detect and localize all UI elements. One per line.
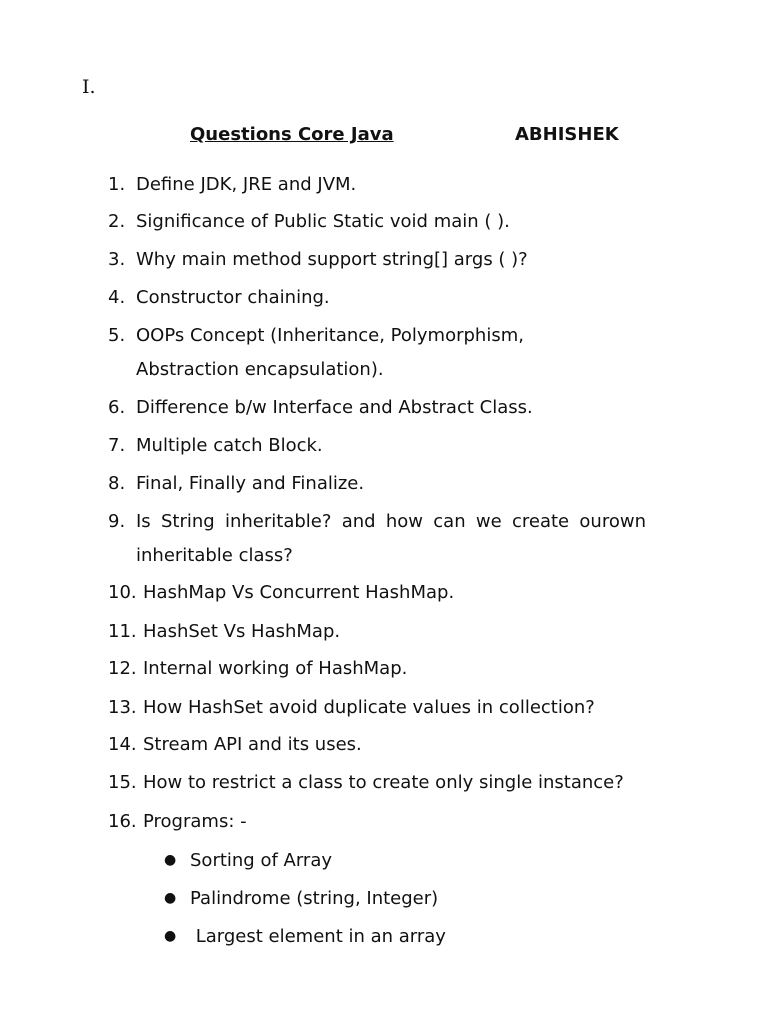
question-item	[108, 397, 533, 419]
question-word: and	[341, 511, 376, 532]
question-word: String	[160, 511, 215, 532]
document-title: Questions Core Java	[190, 124, 394, 145]
question-continuation: inheritable class?	[136, 545, 293, 566]
question-item	[108, 249, 528, 271]
question-text: HashMap Vs Concurrent HashMap.	[143, 582, 455, 603]
document-author: ABHISHEK	[515, 124, 619, 145]
question-number: 14.	[108, 734, 137, 755]
question-continuation: Abstraction encapsulation).	[136, 359, 384, 380]
question-word: we	[475, 511, 502, 532]
question-text: Internal working of HashMap.	[143, 658, 408, 679]
question-text: Why main method support string[] args ( )?	[136, 249, 528, 270]
question-text: Stream API and its uses.	[143, 734, 362, 755]
question-text: Difference b/w Interface and Abstract Class.	[136, 397, 533, 418]
question-number: 15.	[108, 772, 137, 793]
question-word: create	[511, 511, 570, 532]
program-list-item	[164, 925, 446, 948]
question-text: Multiple catch Block.	[136, 435, 323, 456]
question-number: 5.	[108, 325, 126, 346]
question-item	[108, 174, 356, 196]
question-item	[108, 582, 454, 604]
question-word: ourown	[579, 511, 646, 532]
question-number: 12.	[108, 658, 137, 679]
question-text: Define JDK, JRE and JVM.	[136, 174, 357, 195]
program-text: Palindrome (string, Integer)	[190, 888, 439, 909]
question-word: how	[385, 511, 423, 532]
question-text	[136, 511, 646, 533]
question-number: 3.	[108, 249, 126, 270]
bullet-icon: ●	[164, 928, 177, 944]
question-number: 8.	[108, 473, 126, 494]
section-marker: I.	[82, 76, 96, 98]
question-text: How HashSet avoid duplicate values in collection?	[143, 697, 595, 718]
program-list-item	[164, 849, 332, 872]
question-number: 4.	[108, 287, 126, 308]
question-item	[108, 734, 362, 756]
question-number: 7.	[108, 435, 126, 456]
question-item	[108, 811, 247, 833]
question-text: OOPs Concept (Inheritance, Polymorphism,	[136, 325, 524, 346]
question-item	[108, 435, 323, 457]
question-item	[108, 658, 407, 680]
question-text: Programs: -	[143, 811, 247, 832]
question-item	[108, 772, 624, 794]
program-text: Largest element in an array	[190, 926, 446, 947]
question-text: Final, Finally and Finalize.	[136, 473, 365, 494]
question-text: HashSet Vs HashMap.	[143, 621, 341, 642]
question-word: can	[433, 511, 466, 532]
question-number: 13.	[108, 697, 137, 718]
bullet-icon: ●	[164, 852, 177, 868]
question-number: 11.	[108, 621, 137, 642]
question-item	[108, 621, 340, 643]
question-word: Is	[136, 511, 151, 532]
program-list-item	[164, 887, 438, 910]
question-number: 2.	[108, 211, 126, 232]
question-text: Constructor chaining.	[136, 287, 330, 308]
program-text: Sorting of Array	[190, 850, 333, 871]
question-number: 1.	[108, 174, 126, 195]
question-number: 10.	[108, 582, 137, 603]
bullet-icon: ●	[164, 890, 177, 906]
question-item	[108, 697, 595, 719]
question-word: inheritable?	[224, 511, 332, 532]
question-text: How to restrict a class to create only single instance?	[143, 772, 624, 793]
question-number: 6.	[108, 397, 126, 418]
question-number: 16.	[108, 811, 137, 832]
question-item	[108, 325, 524, 347]
question-item	[108, 287, 330, 309]
question-item	[108, 473, 364, 495]
question-text: Significance of Public Static void main ( ).	[136, 211, 510, 232]
question-item	[108, 211, 510, 233]
question-number: 9.	[108, 511, 126, 532]
